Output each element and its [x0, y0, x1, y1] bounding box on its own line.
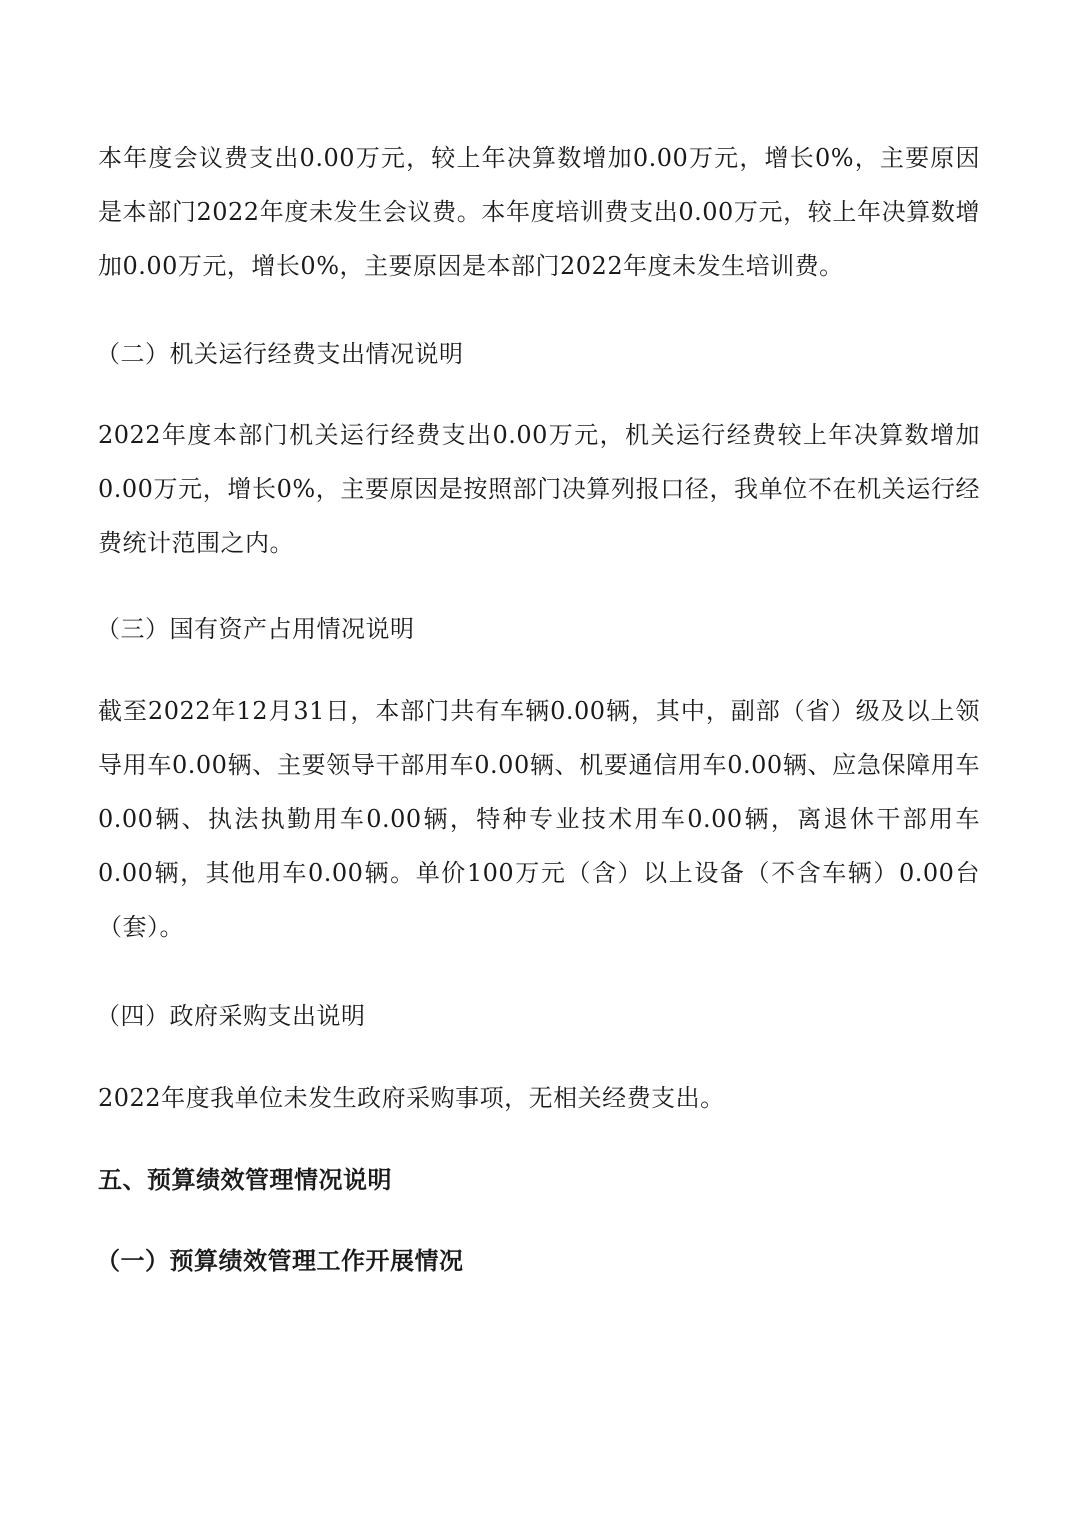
chapter-5-heading: 五、预算绩效管理情况说明 [98, 1166, 392, 1194]
section-2-body: 2022年度本部门机关运行经费支出0.00万元，机关运行经费较上年决算数增加0.00万元，增长0%，主要原因是按照部门决算列报口径，我单位不在机关运行经费统计范围之内。 [98, 421, 980, 557]
section-3-heading: （三）国有资产占用情况说明 [96, 615, 415, 643]
meeting-training-paragraph: 本年度会议费支出0.00万元，较上年决算数增加0.00万元，增长0%，主要原因是本部门2022年度未发生会议费。本年度培训费支出0.00万元，较上年决算数增加0.00万元，增长0%，主要原因是本部门2022年度未发生培训费。 [98, 144, 980, 280]
section-4-heading: （四）政府采购支出说明 [96, 1002, 366, 1030]
chapter-5-subsection-1-heading: （一）预算绩效管理工作开展情况 [96, 1247, 464, 1275]
section-3-body: 截至2022年12月31日，本部门共有车辆0.00辆，其中，副部（省）级及以上领导用车0.00辆、主要领导干部用车0.00辆、机要通信用车0.00辆、应急保障用车0.00辆、执法执勤用车0.00辆，特种专业技术用车0.00辆，离退休干部用车0.00辆，其他用车0.00辆。单价100万元（含）以上设备（不含车辆）0.00台（套）。 [98, 697, 980, 941]
section-4-body: 2022年度我单位未发生政府采购事项，无相关经费支出。 [98, 1084, 725, 1112]
section-2-heading: （二）机关运行经费支出情况说明 [96, 340, 464, 368]
